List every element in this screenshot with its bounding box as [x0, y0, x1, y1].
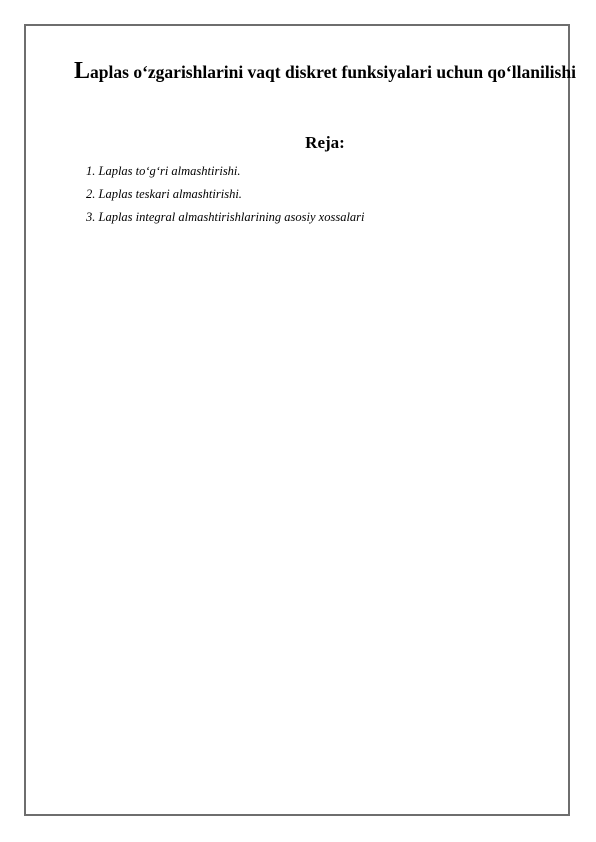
- plan-item: 1. Laplas to‘g‘ri almashtirishi.: [86, 164, 241, 178]
- plan-heading: Reja:: [305, 133, 345, 152]
- document-title: [60, 60, 590, 83]
- plan-list: [86, 162, 365, 231]
- plan-item: 3. Laplas integral almashtirishlarining asosiy xossalari: [86, 210, 365, 224]
- plan-item: 2. Laplas teskari almashtirishi.: [86, 187, 242, 201]
- title-text: aplas o‘zgarishlarini vaqt diskret funksiyalari uchun qo‘llanilishi: [90, 62, 576, 82]
- title-first-letter: L: [74, 58, 91, 84]
